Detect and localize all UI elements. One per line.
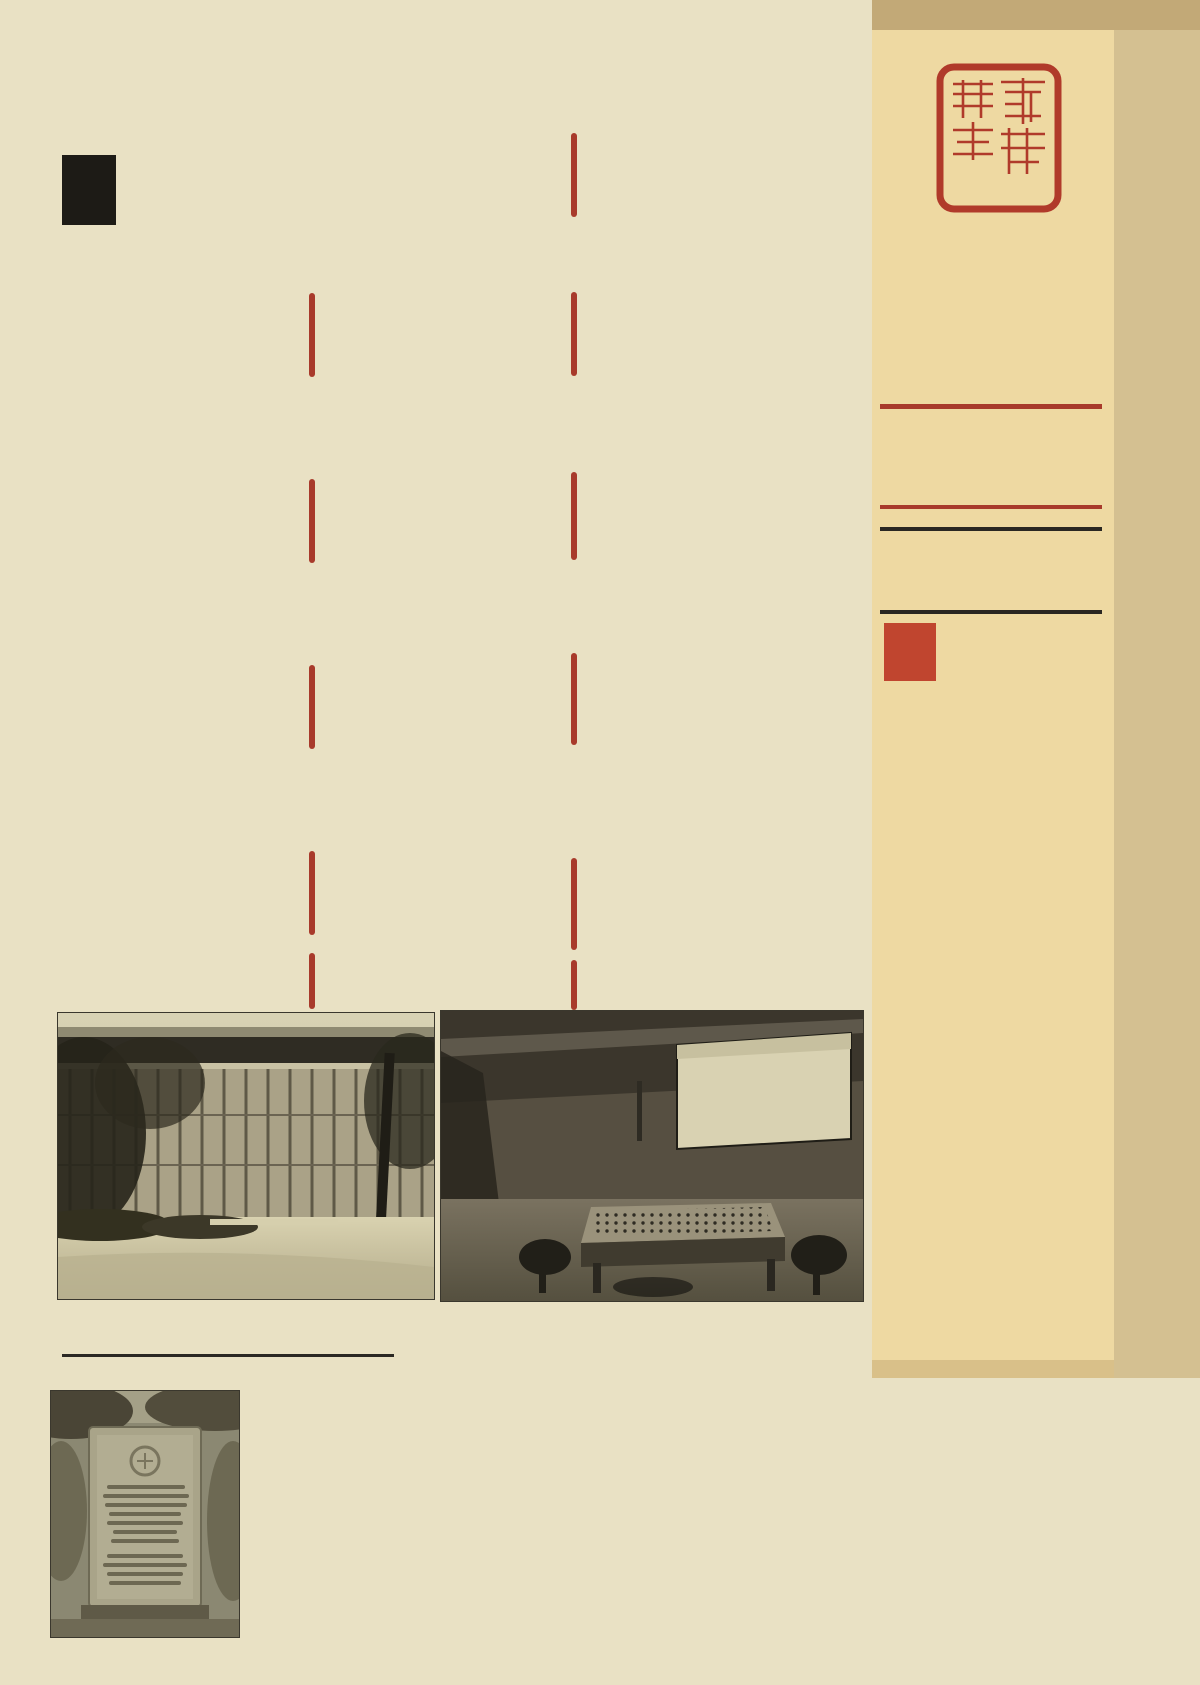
black-rule bbox=[880, 610, 1102, 614]
panel-headline bbox=[878, 232, 1104, 388]
lead-paragraph bbox=[62, 150, 582, 228]
column-divider bbox=[571, 292, 577, 376]
panel-headline-line bbox=[878, 284, 1104, 336]
column-divider bbox=[571, 133, 577, 217]
seal-icon bbox=[935, 62, 1063, 214]
photo-studio-interior bbox=[440, 1010, 864, 1302]
yellow-panel-bottom-edge bbox=[872, 1360, 1114, 1378]
column-divider bbox=[309, 851, 315, 935]
photo-building-exterior bbox=[57, 1012, 435, 1300]
bottom-middle-column bbox=[420, 1300, 742, 1341]
drop-word bbox=[884, 623, 936, 681]
right-tan-edge bbox=[1114, 30, 1200, 1378]
column-divider bbox=[309, 953, 315, 1009]
chinese-seal-stamp bbox=[935, 62, 1063, 219]
building-exterior-illustration bbox=[58, 1013, 434, 1299]
bottom-narrow-column bbox=[247, 1394, 393, 1397]
column-divider bbox=[309, 665, 315, 749]
article-column-2 bbox=[322, 287, 569, 1011]
photo-memorial-plaque bbox=[50, 1390, 240, 1638]
red-rule bbox=[880, 404, 1102, 409]
panel-headline-line bbox=[878, 336, 1104, 388]
memorial-plaque-illustration bbox=[51, 1391, 239, 1637]
panel-body bbox=[884, 620, 1104, 683]
article-column-1 bbox=[62, 300, 309, 1010]
column-divider bbox=[571, 653, 577, 745]
drop-cap bbox=[62, 155, 116, 225]
column-divider bbox=[309, 479, 315, 563]
right-tan-top bbox=[872, 0, 1200, 30]
studio-interior-illustration bbox=[441, 1011, 863, 1301]
column-divider bbox=[309, 293, 315, 377]
column-divider bbox=[571, 960, 577, 1010]
black-rule bbox=[880, 527, 1102, 531]
feature-subtitle bbox=[62, 1349, 394, 1357]
panel-headline-line bbox=[878, 232, 1104, 284]
article-column-3 bbox=[585, 148, 861, 976]
column-divider bbox=[571, 472, 577, 560]
red-rule bbox=[880, 505, 1102, 509]
bottom-right-column bbox=[765, 1385, 1103, 1388]
column-divider bbox=[571, 858, 577, 950]
